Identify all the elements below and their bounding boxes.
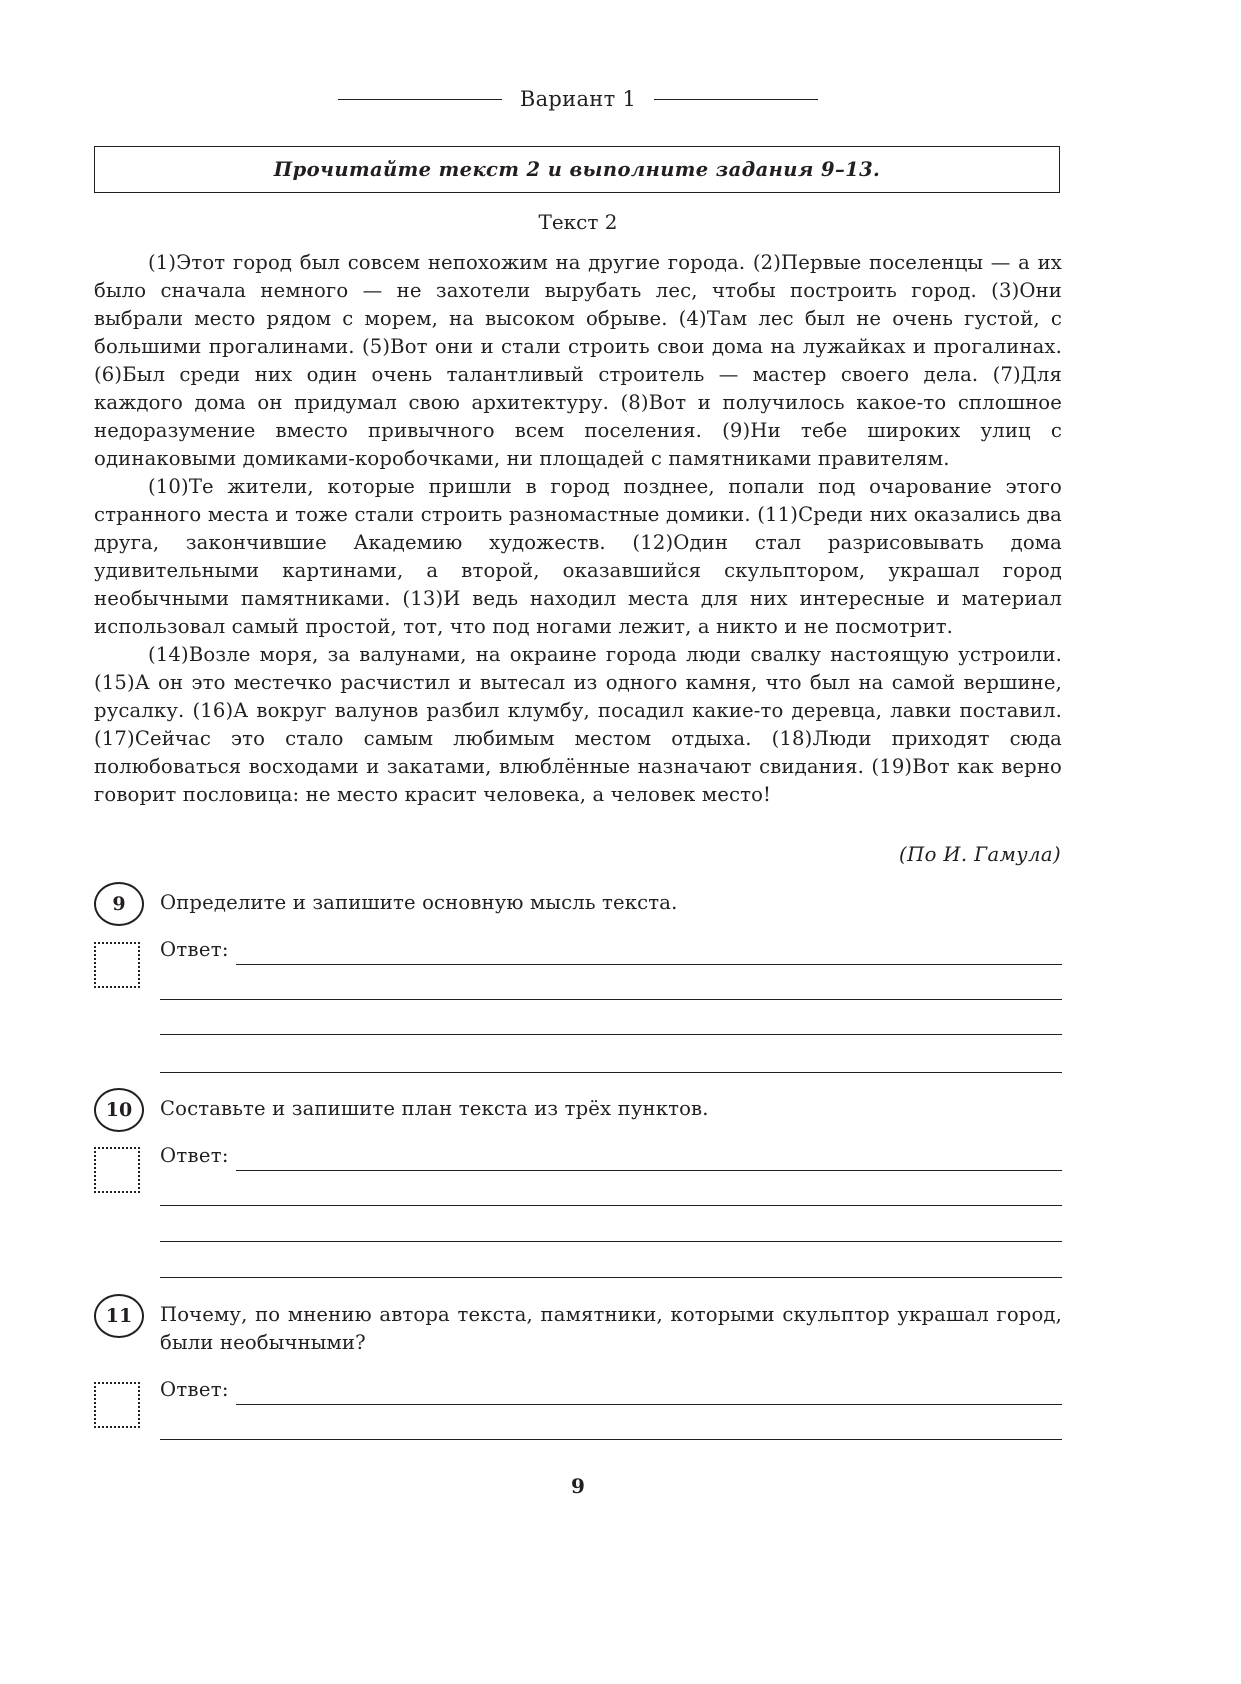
passage-attribution: (По И. Гамула)	[899, 843, 1061, 866]
task-number-circle: 10	[94, 1088, 144, 1132]
answer-line-1[interactable]	[236, 1170, 1062, 1171]
instruction-box	[94, 146, 1060, 193]
header-rule-left	[338, 99, 502, 100]
passage-paragraph-2: (10)Те жители, которые пришли в город позднее, попали под очарование этого странного места и тоже стали строить разномастные домики. (11)Среди них оказались два друга, закончившие Академию художеств. (12)Один стал разрисовывать дома удивительными картинами, а второй, оказавшийся скульптором, украшал город необычными памятниками. (13)И ведь находил места для них интересные и материал использовал самый простой, тот, что под ногами лежит, а никто и не посмотрит.	[94, 475, 1062, 638]
variant-header	[338, 84, 818, 114]
answer-label: Ответ:	[160, 1378, 229, 1401]
task-question: Почему, по мнению автора текста, памятники, которыми скульптор украшал город, были необычными?	[160, 1303, 1062, 1354]
header-rule-right	[654, 99, 818, 100]
answer-line-2[interactable]	[160, 1439, 1062, 1440]
page-number: 9	[571, 1474, 585, 1498]
passage-paragraph-1: (1)Этот город был совсем непохожим на другие города. (2)Первые поселенцы — а их было сначала немного — не захотели вырубать лес, чтобы построить город. (3)Они выбрали место рядом с морем, на высоком обрыве. (4)Там лес был не очень густой, с большими прогалинами. (5)Вот они и стали строить свои дома на лужайках и прогалинах. (6)Был среди них один очень талантливый строитель — мастер своего дела. (7)Для каждого дома он придумал свою архитектуру. (8)Вот и получилось какое-то сплошное недоразумение вместо привычного всем поселения. (9)Ни тебе широких улиц с одинаковыми домиками-коробочками, ни площадей с памятниками правителям.	[94, 251, 1062, 470]
text-title: Текст 2	[538, 210, 618, 234]
task-9	[94, 882, 1062, 1082]
task-10	[94, 1088, 1062, 1288]
answer-label: Ответ:	[160, 1144, 229, 1167]
reading-passage	[94, 249, 1062, 809]
score-box[interactable]	[94, 1147, 140, 1193]
answer-label: Ответ:	[160, 938, 229, 961]
variant-title: Вариант 1	[519, 87, 637, 111]
instruction-text: Прочитайте текст 2 и выполните задания 9–13.	[273, 158, 881, 181]
answer-line-4[interactable]	[160, 1072, 1062, 1073]
task-question: Составьте и запишите план текста из трёх пунктов.	[160, 1097, 709, 1120]
answer-line-1[interactable]	[236, 964, 1062, 965]
score-box[interactable]	[94, 942, 140, 988]
passage-paragraph-3: (14)Возле моря, за валунами, на окраине города люди свалку настоящую устроили. (15)А он это местечко расчистил и вытесал из одного камня, что был на самой вершине, русалку. (16)А вокруг валунов разбил клумбу, посадил какие-то деревца, лавки поставил. (17)Сейчас это стало самым любимым местом отдыха. (18)Люди приходят сюда полюбоваться восходами и закатами, влюблённые назначают свидания. (19)Вот как верно говорит пословица: не место красит человека, а человек место!	[94, 643, 1062, 806]
answer-line-1[interactable]	[236, 1404, 1062, 1405]
answer-line-4[interactable]	[160, 1277, 1062, 1278]
task-number-circle: 11	[94, 1294, 144, 1338]
task-11	[94, 1294, 1062, 1444]
answer-line-3[interactable]	[160, 1034, 1062, 1035]
answer-line-2[interactable]	[160, 999, 1062, 1000]
task-question: Определите и запишите основную мысль текста.	[160, 891, 678, 914]
answer-line-3[interactable]	[160, 1241, 1062, 1242]
task-number-circle: 9	[94, 882, 144, 926]
score-box[interactable]	[94, 1382, 140, 1428]
answer-line-2[interactable]	[160, 1205, 1062, 1206]
